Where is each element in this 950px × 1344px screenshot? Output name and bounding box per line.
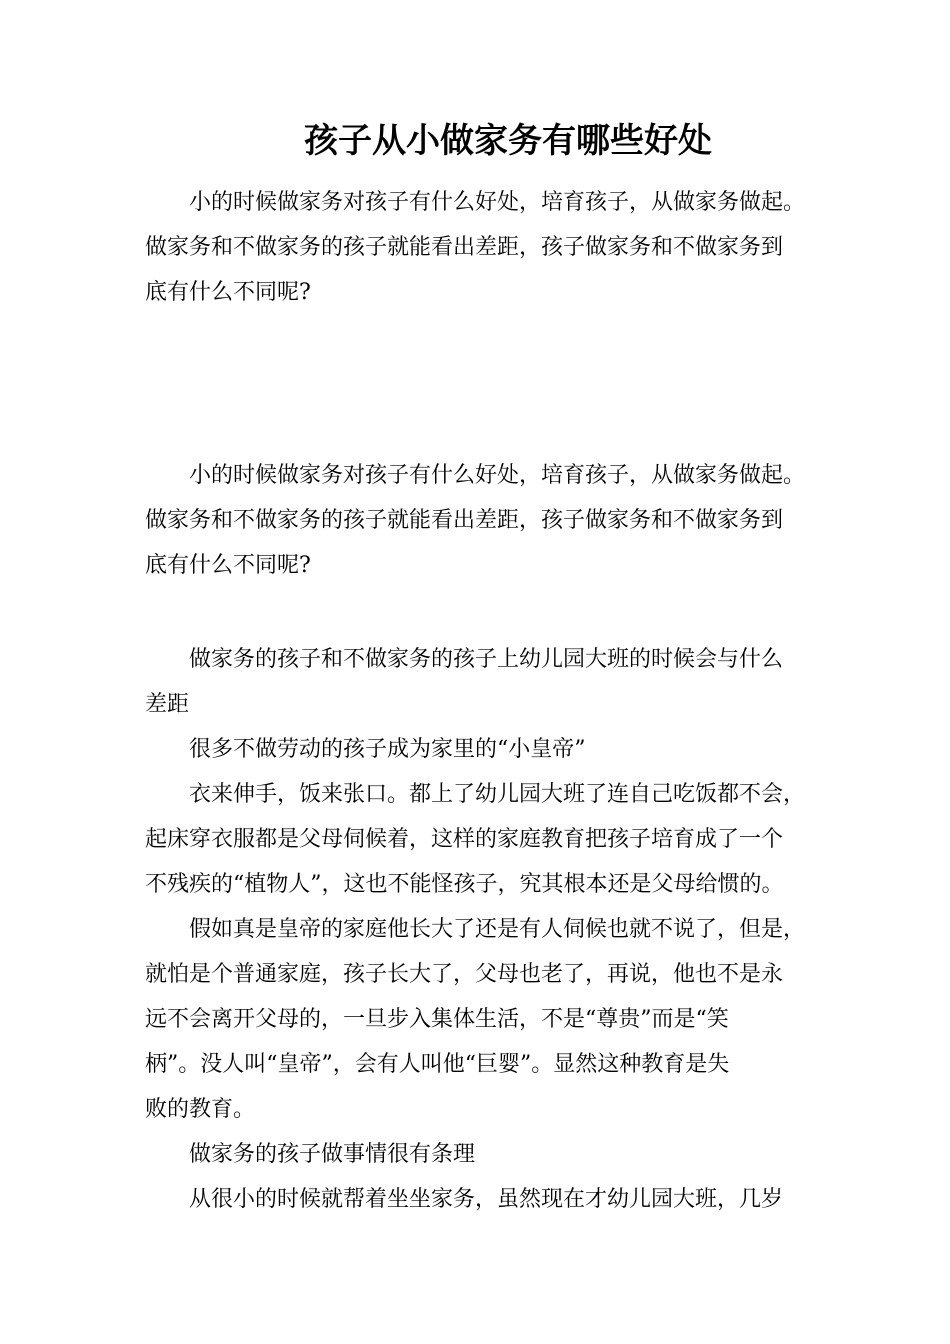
paragraph-line: 远不会离开父母的，一旦步入集体生活，不是“尊贵”而是“笑 [145, 1007, 729, 1032]
paragraph-line: 起床穿衣服都是父母伺候着，这样的家庭教育把孩子培育成了一个 [145, 827, 784, 852]
intro-paragraph-2 [145, 453, 845, 588]
text-line: 底有什么不同呢? [145, 280, 311, 305]
body-text [145, 637, 845, 1222]
intro-paragraph-1 [145, 180, 845, 315]
text-line: 小的时候做家务对孩子有什么好处，培育孩子，从做家务做起。 [189, 190, 806, 215]
text-line: 做家务和不做家务的孩子就能看出差距，孩子做家务和不做家务到 [145, 508, 784, 533]
paragraph-line: 从很小的时候就帮着坐坐家务，虽然现在才幼儿园大班，几岁 [189, 1187, 784, 1212]
subheading: 做家务的孩子做事情很有条理 [189, 1142, 476, 1167]
subheading: 很多不做劳动的孩子成为家里的“小皇帝” [189, 737, 586, 762]
text-line: 底有什么不同呢? [145, 553, 311, 578]
document-title: 孩子从小做家务有哪些好处 [304, 121, 712, 161]
paragraph-line: 不残疾的“植物人”，这也不能怪孩子，究其根本还是父母给惯的。 [145, 872, 784, 897]
paragraph-line: 假如真是皇帝的家庭他长大了还是有人伺候也就不说了，但是， [189, 917, 806, 942]
text-line: 做家务和不做家务的孩子就能看出差距，孩子做家务和不做家务到 [145, 235, 784, 260]
paragraph-line: 败的教育。 [145, 1097, 256, 1122]
paragraph-line: 差距 [145, 692, 190, 717]
text-line: 小的时候做家务对孩子有什么好处，培育孩子，从做家务做起。 [189, 463, 806, 488]
paragraph-line: 柄”。没人叫“皇帝”，会有人叫他“巨婴”。显然这种教育是失 [145, 1052, 730, 1077]
paragraph-line: 做家务的孩子和不做家务的孩子上幼儿园大班的时候会与什么 [189, 647, 784, 672]
paragraph-line: 衣来伸手，饭来张口。都上了幼儿园大班了连自己吃饭都不会， [189, 782, 806, 807]
paragraph-line: 就怕是个普通家庭，孩子长大了，父母也老了，再说，他也不是永 [145, 962, 784, 987]
